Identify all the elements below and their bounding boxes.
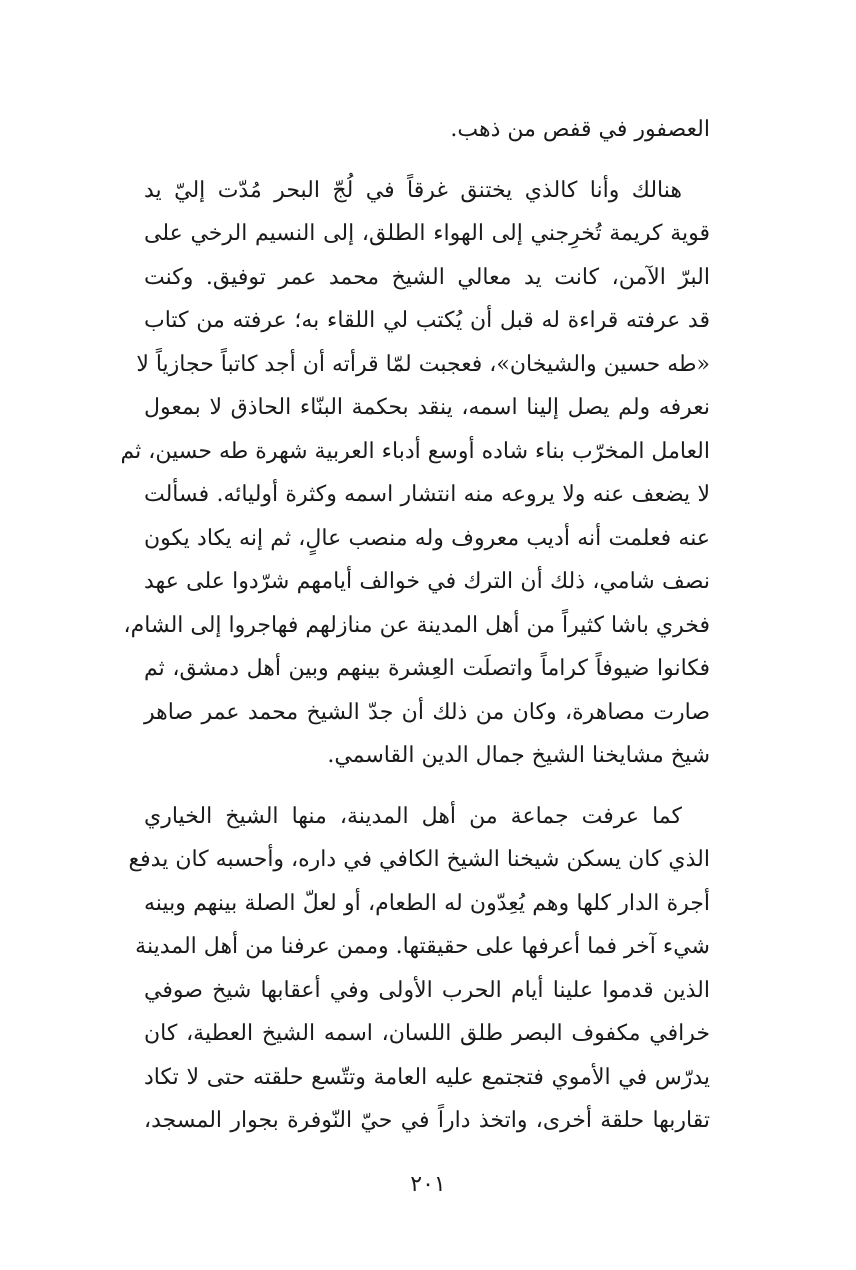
- text-line: فخري باشا كثيراً من أهل المدينة عن منازلهم فهاجروا إلى الشام،: [123, 612, 710, 638]
- text-line: هنالك وأنا كالذي يختنق غرقاً في لُجّ البحر مُدّت إليّ يد: [144, 177, 682, 203]
- text-line: تقاربها حلقة أخرى، واتخذ داراً في حيّ النّوفرة بجوار المسجد،: [144, 1108, 710, 1133]
- text-line: شيخ مشايخنا الشيخ جمال الدين القاسمي.: [327, 743, 710, 768]
- text-line: صارت مصاهرة، وكان من ذلك أن جدّ الشيخ محمد عمر صاهر: [144, 699, 710, 725]
- text-line: البرّ الآمن، كانت يد معالي الشيخ محمد عمر توفيق. وكنت: [144, 264, 710, 290]
- text-line: شيء آخر فما أعرفها على حقيقتها. وممن عرفنا من أهل المدينة: [135, 934, 710, 959]
- text-line: يدرّس في الأموي فتجتمع عليه العامة وتتّسع حلقته حتى لا تكاد: [144, 1064, 710, 1090]
- text-line: العصفور في قفص من ذهب.: [450, 117, 710, 142]
- text-line: قوية كريمة تُخرِجني إلى الهواء الطلق، إلى النسيم الرخي على: [144, 221, 710, 246]
- text-line: خرافي مكفوف البصر طلق اللسان، اسمه الشيخ العطية، كان: [144, 1021, 710, 1046]
- text-line: عنه فعلمت أنه أديب معروف وله منصب عالٍ، ثم إنه يكاد يكون: [144, 525, 710, 551]
- body-text: [120, 108, 710, 1143]
- text-line: العامل المخرّب بناء شاده أوسع أدباء العربية شهرة طه حسين، ثم: [120, 438, 710, 464]
- paragraph-spacer: [144, 152, 710, 169]
- text-line: كما عرفت جماعة من أهل المدينة، منها الشيخ الخياري: [144, 803, 682, 829]
- paragraph: [128, 795, 710, 1143]
- text-line: قد عرفته قراءة له قبل أن يُكتب لي اللقاء به؛ عرفته من كتاب: [144, 308, 710, 333]
- text-line: نعرفه ولم يصل إلينا اسمه، ينقد بحكمة البنّاء الحاذق لا بمعول: [144, 395, 710, 420]
- page-number: ٢٠١: [410, 1172, 446, 1197]
- text-line: نصف شامي، ذلك أن الترك في خوالف أيامهم شرّدوا على عهد: [144, 569, 710, 594]
- text-line: «طه حسين والشيخان»، فعجبت لمّا قرأته أن أجد كاتباً حجازياً لا: [136, 351, 710, 377]
- text-line: الذي كان يسكن شيخنا الشيخ الكافي في داره، وأحسبه كان يدفع: [128, 847, 710, 872]
- text-line: الذين قدموا علينا أيام الحرب الأولى وفي أعقابها شيخ صوفي: [144, 977, 710, 1003]
- text-line: فكانوا ضيوفاً كراماً واتصلَت العِشرة بينهم وبين أهل دمشق، ثم: [144, 656, 710, 681]
- paragraph: [120, 169, 710, 778]
- paragraph: [144, 108, 710, 152]
- paragraph-spacer: [144, 778, 710, 795]
- text-line: لا يضعف عنه ولا يروعه منه انتشار اسمه وكثرة أوليائه. فسألت: [144, 482, 710, 507]
- text-line: أجرة الدار كلها وهم يُعِدّون له الطعام، أو لعلّ الصلة بينهم وبينه: [144, 890, 710, 916]
